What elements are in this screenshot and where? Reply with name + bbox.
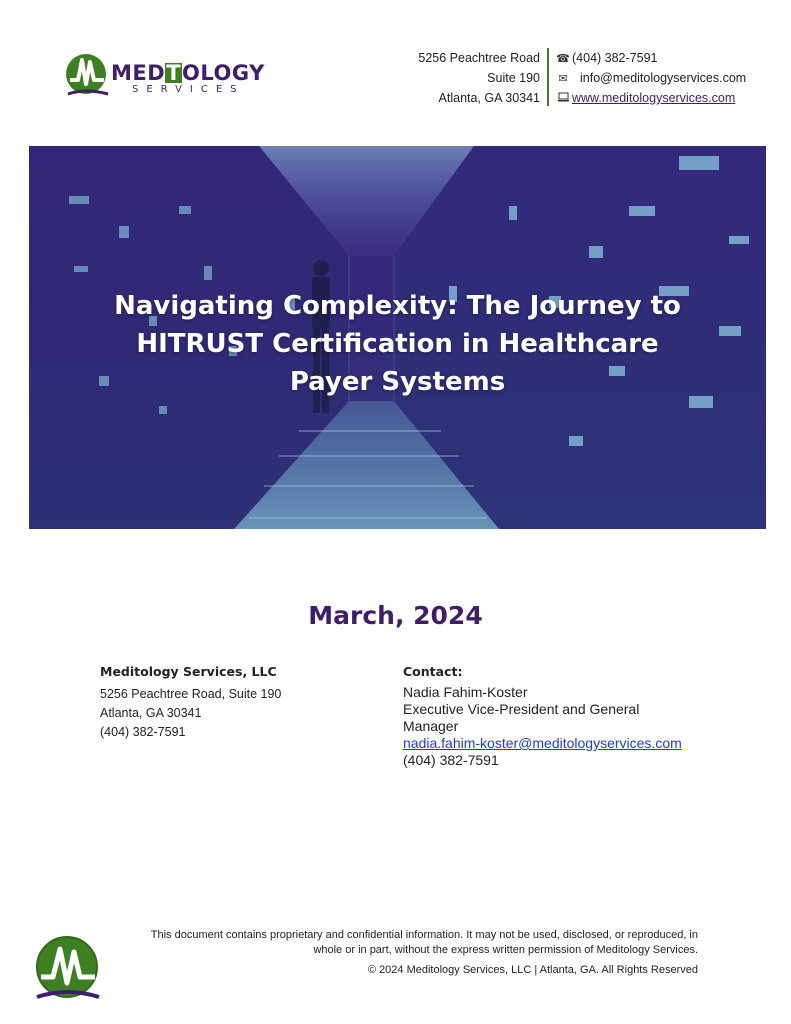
header-address-line: Atlanta, GA 30341 (438, 91, 540, 105)
company-address-line: 5256 Peachtree Road, Suite 190 (100, 687, 282, 701)
contact-title-line: Manager (403, 718, 459, 734)
contact-heading: Contact: (403, 664, 463, 679)
contact-info (403, 664, 703, 769)
document-date: March, 2024 (308, 601, 483, 630)
footer-logo (33, 935, 101, 1003)
confidentiality-notice: whole or in part, without the express written permission of Meditology Services. (313, 944, 698, 956)
company-name: Meditology Services, LLC (100, 664, 277, 679)
website-link[interactable]: www.meditologyservices.com (572, 91, 736, 105)
logo-wordmark: MEDTOLOGY (111, 61, 265, 85)
meditology-logo (64, 50, 269, 102)
header-address-line: Suite 190 (487, 71, 540, 85)
header-divider (547, 48, 549, 106)
header-address-line: 5256 Peachtree Road (418, 51, 540, 65)
logo-mark-icon (64, 50, 110, 100)
title-line: Payer Systems (289, 367, 506, 397)
header-phone (556, 51, 657, 65)
header-email[interactable] (556, 71, 746, 85)
logo-subtitle: SERVICES (132, 84, 245, 95)
header-website[interactable] (556, 91, 735, 105)
contact-name: Nadia Fahim-Koster (403, 684, 528, 700)
contact-email-link[interactable]: nadia.fahim-koster@meditologyservices.com (403, 735, 682, 751)
logo-mark-icon (33, 935, 101, 1003)
hero-banner (29, 146, 766, 529)
company-phone: (404) 382-7591 (100, 725, 186, 739)
computer-icon (556, 92, 570, 105)
contact-phone: (404) 382-7591 (403, 752, 499, 768)
company-address-line: Atlanta, GA 30341 (100, 706, 202, 720)
header-email-text[interactable]: info@meditologyservices.com (580, 71, 747, 85)
company-info (100, 664, 281, 742)
title-line: HITRUST Certification in Healthcare (136, 329, 659, 359)
header-phone-text: (404) 382-7591 (572, 51, 658, 65)
phone-icon: ☎ (556, 52, 570, 65)
contact-title-line: Executive Vice-President and General (403, 701, 640, 717)
confidentiality-notice: This document contains proprietary and confidential information. It may not be used, disclosed, or reproduced, in (150, 929, 698, 941)
copyright: © 2024 Meditology Services, LLC | Atlanta, GA. All Rights Reserved (367, 964, 698, 976)
document-title (29, 287, 766, 401)
title-line: Navigating Complexity: The Journey to (114, 291, 681, 321)
envelope-icon: ✉ (558, 72, 568, 85)
